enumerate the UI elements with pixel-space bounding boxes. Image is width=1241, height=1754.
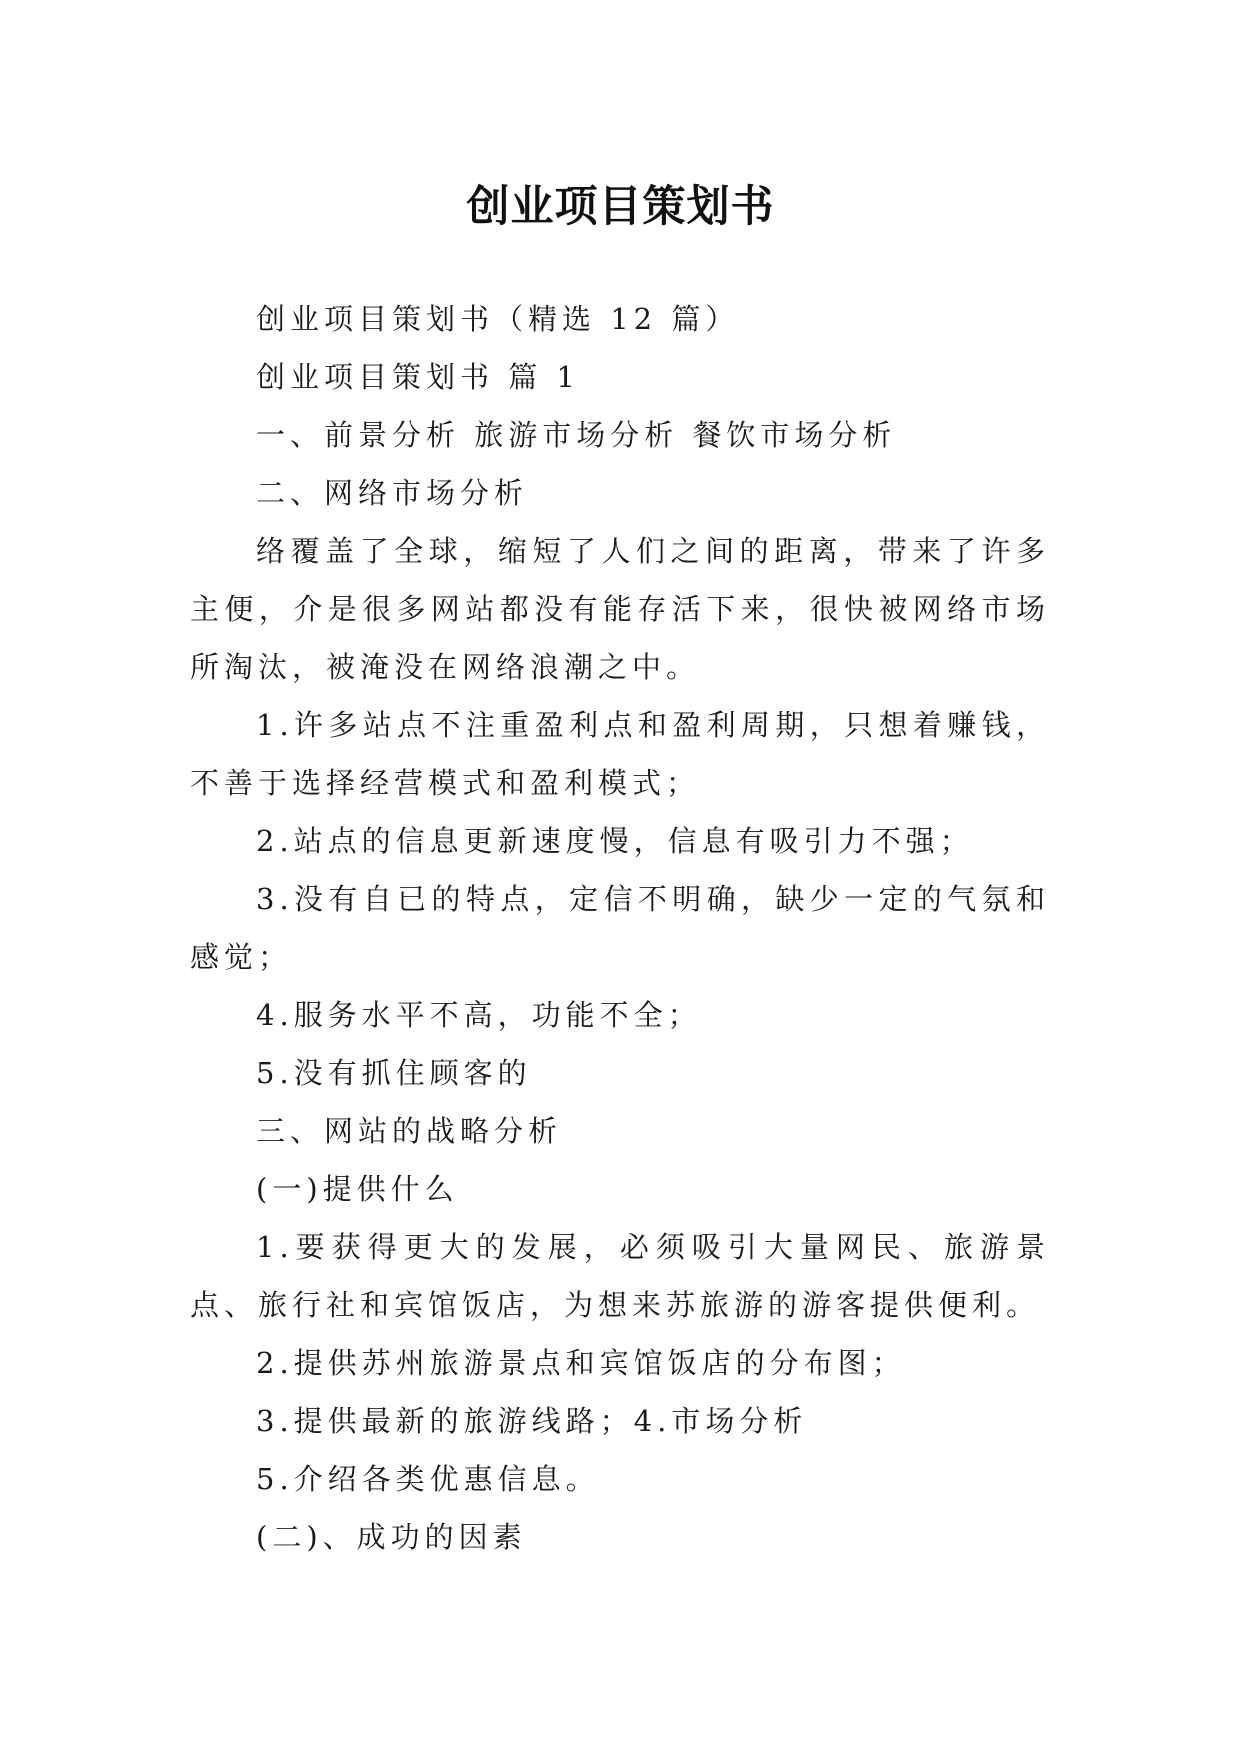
paragraph-item-3: 3.没有自已的特点，定信不明确，缺少一定的气氛和感觉； [190, 882, 1050, 974]
paragraph-subtitle: 创业项目策划书（精选 12 篇） [256, 302, 740, 336]
paragraph-subheading-1: (一)提供什么 [256, 1172, 459, 1206]
paragraph-offer-3: 3.提供最新的旅游线路；4.市场分析 [256, 1404, 808, 1438]
paragraph-item-2: 2.站点的信息更新速度慢，信息有吸引力不强； [256, 824, 974, 858]
paragraph-heading-2: 二、网络市场分析 [256, 476, 529, 510]
paragraph-item-1: 1.许多站点不注重盈利点和盈利周期，只想着赚钱，不善于选择经营模式和盈利模式； [190, 708, 1050, 800]
paragraph-subheading-2: (二)、成功的因素 [256, 1520, 527, 1554]
document-title: 创业项目策划书 [466, 181, 775, 232]
paragraph-offer-1: 1.要获得更大的发展，必须吸引大量网民、旅游景点、旅行社和宾馆饭店，为想来苏旅游的游客提供便利。 [190, 1230, 1050, 1322]
paragraph-section-heading: 创业项目策划书 篇 1 [256, 360, 580, 394]
paragraph-heading-3: 三、网站的战略分析 [256, 1114, 563, 1148]
paragraph-heading-1: 一、前景分析 旅游市场分析 餐饮市场分析 [256, 418, 897, 452]
paragraph-item-5: 5.没有抓住顾客的 [256, 1056, 532, 1090]
paragraph-item-4: 4.服务水平不高，功能不全； [256, 998, 702, 1032]
paragraph-offer-5: 5.介绍各类优惠信息。 [256, 1462, 600, 1496]
paragraph-intro: 络覆盖了全球，缩短了人们之间的距离，带来了许多主便，介是很多网站都没有能存活下来，很快被网络市场所淘汰，被淹没在网络浪潮之中。 [190, 534, 1050, 684]
document-body [190, 290, 1050, 1566]
paragraph-offer-2: 2.提供苏州旅游景点和宾馆饭店的分布图； [256, 1346, 906, 1380]
